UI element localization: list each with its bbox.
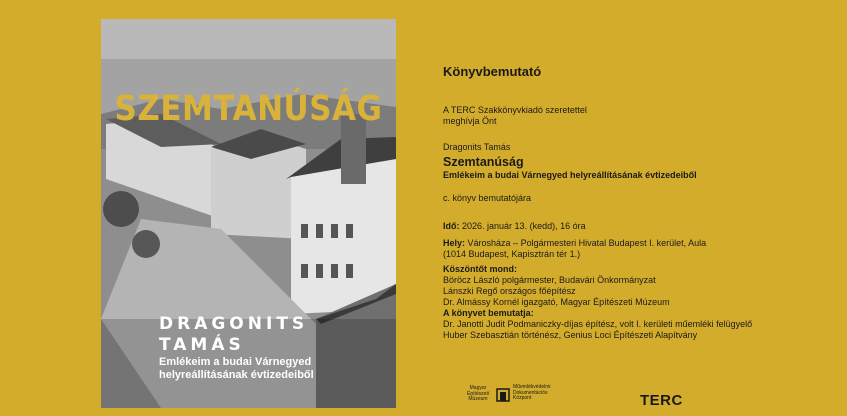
mdk-logo-line-1: Műemlékvédelmi (513, 384, 551, 390)
invite-line-1: A TERC Szakkönyvkiadó szeretettel (443, 105, 587, 115)
event-time (443, 221, 586, 232)
museum-mark-icon (496, 388, 510, 402)
place-address: (1014 Budapest, Kapisztrán tér 1.) (443, 249, 581, 259)
time-label: Idő: (443, 221, 460, 231)
cover-subtitle (159, 356, 314, 382)
cover-author-first: DRAGONITS (159, 314, 309, 334)
museum-logo-line-2: Építészeti (467, 390, 489, 397)
mdk-logo-line-3: Központ (513, 395, 532, 401)
presenter-label: A könyvet bemutatja: (443, 308, 534, 318)
museum-logo-line-3: Múzeum (468, 396, 488, 402)
invite-line-2: meghívja Önt (443, 116, 497, 126)
presenter-1: Dr. Janotti Judit Podmaniczky-díjas építész, volt I. kerületi műemléki felügyelő (443, 319, 753, 329)
museum-logo-line-1: Magyar (469, 385, 487, 391)
event-type: c. könyv bemutatójára (443, 193, 532, 203)
place-label: Hely: (443, 238, 466, 248)
author-name: Dragonits Tamás (443, 142, 511, 152)
book-cover (101, 19, 396, 408)
museum-logo (467, 386, 489, 403)
cover-author (159, 314, 308, 356)
terc-logo: TERC (640, 392, 683, 409)
invitation-intro (443, 105, 587, 127)
greeting-speaker-2: Lánszki Regő országos főépítész (443, 286, 576, 296)
cover-subtitle-line-1: Emlékeim a budai Várnegyed (159, 356, 312, 368)
book-title: Szemtanúság (443, 155, 524, 169)
book-subtitle: Emlékeim a budai Várnegyed helyreállításának évtizedeiből (443, 170, 697, 180)
greeting-speaker-3: Dr. Almássy Kornél igazgató, Magyar Építészeti Múzeum (443, 297, 670, 307)
presenter-section (443, 308, 752, 341)
greeting-speaker-1: Böröcz László polgármester, Budavári Önkormányzat (443, 275, 656, 285)
place-value: Városháza – Polgármesteri Hivatal Budapest I. kerület, Aula (467, 238, 707, 248)
cover-title: SZEMTANÚSÁG (114, 88, 383, 130)
cover-subtitle-line-2: helyreállításának évtizedeiből (159, 369, 314, 381)
event-place (443, 238, 706, 260)
documentation-center-logo (513, 385, 551, 402)
cover-author-last: TAMÁS (159, 335, 245, 355)
mdk-logo-line-2: Dokumentációs (513, 389, 548, 396)
time-value: 2026. január 13. (kedd), 16 óra (462, 221, 586, 231)
page-title: Könyvbemutató (443, 64, 542, 79)
presenter-2: Huber Szebasztián történész, Genius Loci Építészeti Alapítvány (443, 330, 698, 340)
greeting-section (443, 264, 670, 308)
greeting-label: Köszöntőt mond: (443, 264, 517, 274)
